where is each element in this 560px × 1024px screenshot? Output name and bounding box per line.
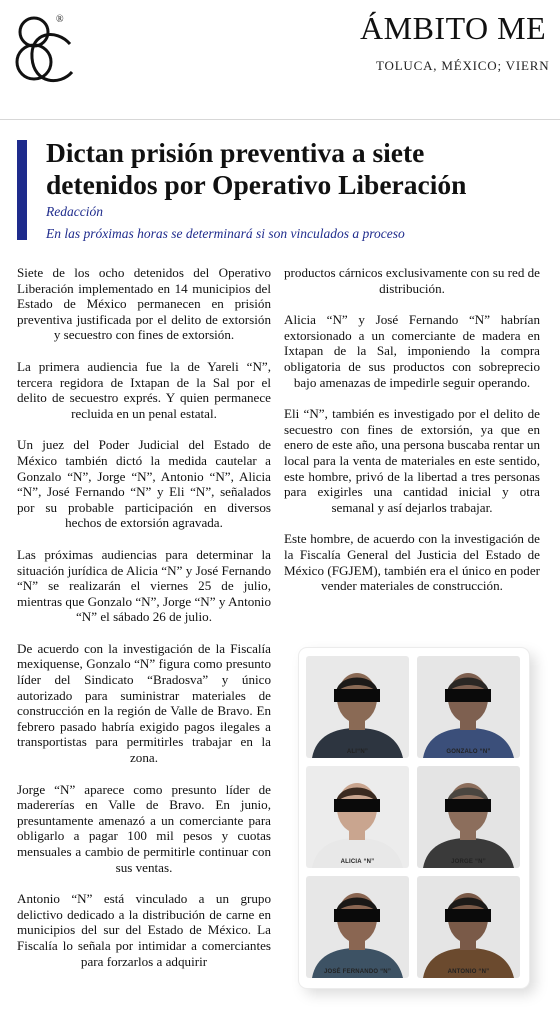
portrait-image	[417, 876, 520, 978]
paragraph: Eli “N”, también es investigado por el delito de secuestro con fines de extorsión, ya que en enero de este año, una persona buscaba rentar un local para la venta de materiales en este sentido, este hombre, privó de la libertad a tres personas para exigirles una cantidad inicial y otra semanal y así dejarlos trabajar.	[284, 406, 540, 515]
article-column-left	[17, 265, 271, 985]
mugshot-photo	[417, 876, 520, 978]
censor-bar	[334, 799, 380, 812]
paragraph: Jorge “N” aparece como presunto líder de madererías en Valle de Bravo. En junio, presuntamente amenazó a un comerciante para obligarlo a pagar 100 mil pesos y cuotas mensuales a cambio de permitirle continuar con sus ventas.	[17, 781, 271, 875]
paragraph: Las próximas audiencias para determinar la situación jurídica de Alicia “N” y José Fernando “N” se realizarán el viernes 25 de julio, mientras que Gonzalo “N”, Jorge “N” y Antonio “N” el sábado 26 de julio.	[17, 546, 271, 625]
paragraph: productos cárnicos exclusivamente con su red de distribución.	[284, 265, 540, 296]
article-byline: Redacción	[46, 204, 103, 219]
mugshot-photo	[417, 656, 520, 758]
mugshot-photo	[417, 766, 520, 868]
headline-line-1: Dictan prisión preventiva a siete	[46, 137, 425, 168]
article-headline	[46, 137, 546, 201]
censor-bar	[334, 689, 380, 702]
mugshot-photo	[306, 656, 409, 758]
portrait-image	[306, 766, 409, 868]
paragraph: Alicia “N” y José Fernando “N” habrían extorsionado a un comerciante de madera en Ixtapan de la Sal, imponiendo la compra obligatoria de sus productos con sobreprecio bajo amenazas de impedirle seguir operando.	[284, 312, 540, 390]
paragraph: Siete de los ocho detenidos del Operativo Liberación implementado en 14 municipios del Estado de México permanecen en prisión preventiva justificada por el delito de extorsión y secuestro con fines de extorsión.	[17, 265, 271, 343]
censor-bar	[445, 799, 491, 812]
censor-bar	[445, 689, 491, 702]
paragraph: Antonio “N” está vinculado a un grupo delictivo dedicado a la distribución de carne en municipios del sur del Estado de México. La Fiscalía lo señala por intimidar a comerciantes para forzarlos a adquirir	[17, 891, 271, 969]
mugshot-caption: GONZALO “N”	[446, 749, 491, 755]
dateline: TOLUCA, MÉXICO; VIERN	[376, 58, 550, 73]
paragraph: La primera audiencia fue la de Yareli “N”, tercera regidora de Ixtapan de la Sal por el delito de secuestro exprés. Y quien permanece recluida en un penal estatal.	[17, 358, 271, 421]
paragraph: Un juez del Poder Judicial del Estado de México también dictó la medida cautelar a Gonzalo “N”, Jorge “N”, Antonio “N”, Alicia “N”, José Fernando “N” y Eli “N”, señalados por su probable participación en diversos hechos de extorsión agravada.	[17, 437, 271, 531]
portrait-image	[306, 876, 409, 978]
svg-text:®: ®	[56, 14, 64, 25]
newspaper-name: ÁMBITO ME	[360, 10, 547, 46]
newspaper-logo	[8, 6, 78, 104]
mugshot-caption: JOSÉ FERNANDO “N”	[323, 969, 392, 975]
detainees-photo-panel	[299, 648, 529, 988]
article-column-right	[284, 265, 540, 610]
header-divider	[0, 119, 560, 120]
mugshot-photo	[306, 876, 409, 978]
censor-bar	[334, 909, 380, 922]
masthead	[0, 0, 560, 110]
paragraph: Este hombre, de acuerdo con la investigación de la Fiscalía General del Justicia del Estado de México (FGJEM), también era el único en poder vender materiales de construcción.	[284, 531, 540, 594]
portrait-image	[306, 656, 409, 758]
censor-bar	[445, 909, 491, 922]
headline-line-2: detenidos por Operativo Liberación	[46, 169, 467, 200]
mugshot-photo	[306, 766, 409, 868]
paragraph: De acuerdo con la investigación de la Fiscalía mexiquense, Gonzalo “N” figura como presunto líder del Sindicato “Bradosva” y único autorizado para suministrar materiales de construcción en la región de Valle de Bravo. En febrero pasado habría exigido pagos ilegales a transportistas para permitirles trabajar en la zona.	[17, 640, 271, 766]
portrait-image	[417, 656, 520, 758]
headline-accent-bar	[17, 140, 27, 240]
portrait-image	[417, 766, 520, 868]
mugshot-caption: JORGE “N”	[451, 859, 486, 865]
mugshot-caption: ALICIA “N”	[340, 859, 375, 865]
mugshot-caption: ANTONIO “N”	[447, 969, 490, 975]
mugshot-grid	[306, 656, 522, 980]
mugshot-caption: ALI“N”	[346, 749, 369, 755]
article-subhead: En las próximas horas se determinará si son vinculados a proceso	[46, 226, 405, 241]
